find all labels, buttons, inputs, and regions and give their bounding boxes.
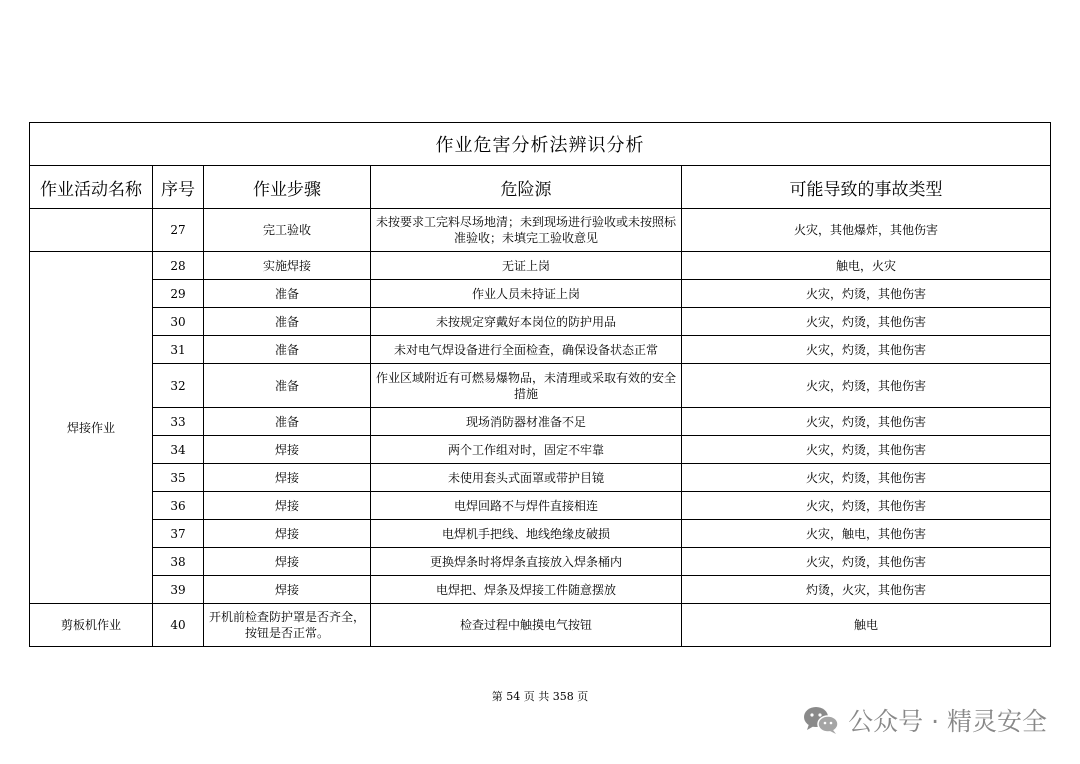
accident-cell: 火灾，其他爆炸，其他伤害	[682, 209, 1051, 252]
table-row	[30, 252, 1051, 280]
page-number: 第 54 页 共 358 页	[491, 690, 589, 703]
accident-cell: 火灾，灼烫，其他伤害	[682, 464, 1051, 492]
accident-cell: 灼烫，火灾，其他伤害	[682, 576, 1051, 604]
table-row	[30, 209, 1051, 252]
number-cell: 34	[153, 436, 204, 464]
step-cell: 焊接	[204, 520, 371, 548]
header-accident-type: 可能导致的事故类型	[682, 166, 1051, 209]
hazard-cell: 未对电气焊设备进行全面检查，确保设备状态正常	[371, 336, 682, 364]
step-cell: 完工验收	[204, 209, 371, 252]
accident-cell: 火灾，触电，其他伤害	[682, 520, 1051, 548]
accident-cell: 火灾，灼烫，其他伤害	[682, 280, 1051, 308]
number-cell: 38	[153, 548, 204, 576]
number-cell: 35	[153, 464, 204, 492]
step-cell: 准备	[204, 336, 371, 364]
number-cell: 40	[153, 604, 204, 647]
hazard-cell: 未按要求工完料尽场地清；未到现场进行验收或未按照标准验收；未填完工验收意见	[371, 209, 682, 252]
table-row	[30, 280, 1051, 308]
header-hazard: 危险源	[371, 166, 682, 209]
step-cell: 开机前检查防护罩是否齐全，按钮是否正常。	[204, 604, 371, 647]
table-row	[30, 336, 1051, 364]
number-cell: 31	[153, 336, 204, 364]
step-cell: 焊接	[204, 576, 371, 604]
step-cell: 准备	[204, 280, 371, 308]
header-step: 作业步骤	[204, 166, 371, 209]
accident-cell: 火灾，灼烫，其他伤害	[682, 436, 1051, 464]
step-cell: 准备	[204, 408, 371, 436]
hazard-cell: 现场消防器材准备不足	[371, 408, 682, 436]
number-cell: 28	[153, 252, 204, 280]
header-number: 序号	[153, 166, 204, 209]
hazard-analysis-table	[29, 122, 1051, 647]
step-cell: 焊接	[204, 492, 371, 520]
activity-cell: 焊接作业	[30, 252, 153, 604]
hazard-cell: 未按规定穿戴好本岗位的防护用品	[371, 308, 682, 336]
accident-cell: 火灾，灼烫，其他伤害	[682, 336, 1051, 364]
number-cell: 39	[153, 576, 204, 604]
step-cell: 焊接	[204, 464, 371, 492]
watermark	[802, 702, 1047, 738]
number-cell: 33	[153, 408, 204, 436]
hazard-cell: 未使用套头式面罩或带护目镜	[371, 464, 682, 492]
table-row	[30, 492, 1051, 520]
number-cell: 36	[153, 492, 204, 520]
table-row	[30, 604, 1051, 647]
step-cell: 实施焊接	[204, 252, 371, 280]
accident-cell: 火灾，灼烫，其他伤害	[682, 408, 1051, 436]
wechat-icon	[802, 705, 840, 735]
hazard-cell: 检查过程中触摸电气按钮	[371, 604, 682, 647]
table-title-row	[30, 123, 1051, 166]
accident-cell: 火灾，灼烫，其他伤害	[682, 492, 1051, 520]
number-cell: 29	[153, 280, 204, 308]
watermark-text: 公众号 · 精灵安全	[848, 707, 1047, 736]
activity-cell: 剪板机作业	[30, 604, 153, 647]
hazard-cell: 更换焊条时将焊条直接放入焊条桶内	[371, 548, 682, 576]
table-row	[30, 576, 1051, 604]
accident-cell: 火灾，灼烫，其他伤害	[682, 364, 1051, 408]
step-cell: 焊接	[204, 548, 371, 576]
step-cell: 焊接	[204, 436, 371, 464]
hazard-cell: 电焊机手把线、地线绝缘皮破损	[371, 520, 682, 548]
hazard-cell: 两个工作组对时，固定不牢靠	[371, 436, 682, 464]
hazard-cell: 电焊把、焊条及焊接工件随意摆放	[371, 576, 682, 604]
number-cell: 32	[153, 364, 204, 408]
table-header-row	[30, 166, 1051, 209]
step-cell: 准备	[204, 308, 371, 336]
accident-cell: 火灾，灼烫，其他伤害	[682, 308, 1051, 336]
step-cell: 准备	[204, 364, 371, 408]
accident-cell: 触电	[682, 604, 1051, 647]
accident-cell: 触电，火灾	[682, 252, 1051, 280]
number-cell: 37	[153, 520, 204, 548]
table-row	[30, 436, 1051, 464]
accident-cell: 火灾，灼烫，其他伤害	[682, 548, 1051, 576]
hazard-cell: 电焊回路不与焊件直接相连	[371, 492, 682, 520]
table-row	[30, 464, 1051, 492]
number-cell: 27	[153, 209, 204, 252]
table-title: 作业危害分析法辨识分析	[30, 123, 1051, 166]
number-cell: 30	[153, 308, 204, 336]
table-row	[30, 308, 1051, 336]
table-row	[30, 364, 1051, 408]
activity-cell	[30, 209, 153, 252]
table-row	[30, 520, 1051, 548]
hazard-cell: 作业区域附近有可燃易爆物品，未清理或采取有效的安全措施	[371, 364, 682, 408]
header-activity: 作业活动名称	[30, 166, 153, 209]
table-row	[30, 408, 1051, 436]
table-row	[30, 548, 1051, 576]
hazard-cell: 无证上岗	[371, 252, 682, 280]
hazard-cell: 作业人员未持证上岗	[371, 280, 682, 308]
